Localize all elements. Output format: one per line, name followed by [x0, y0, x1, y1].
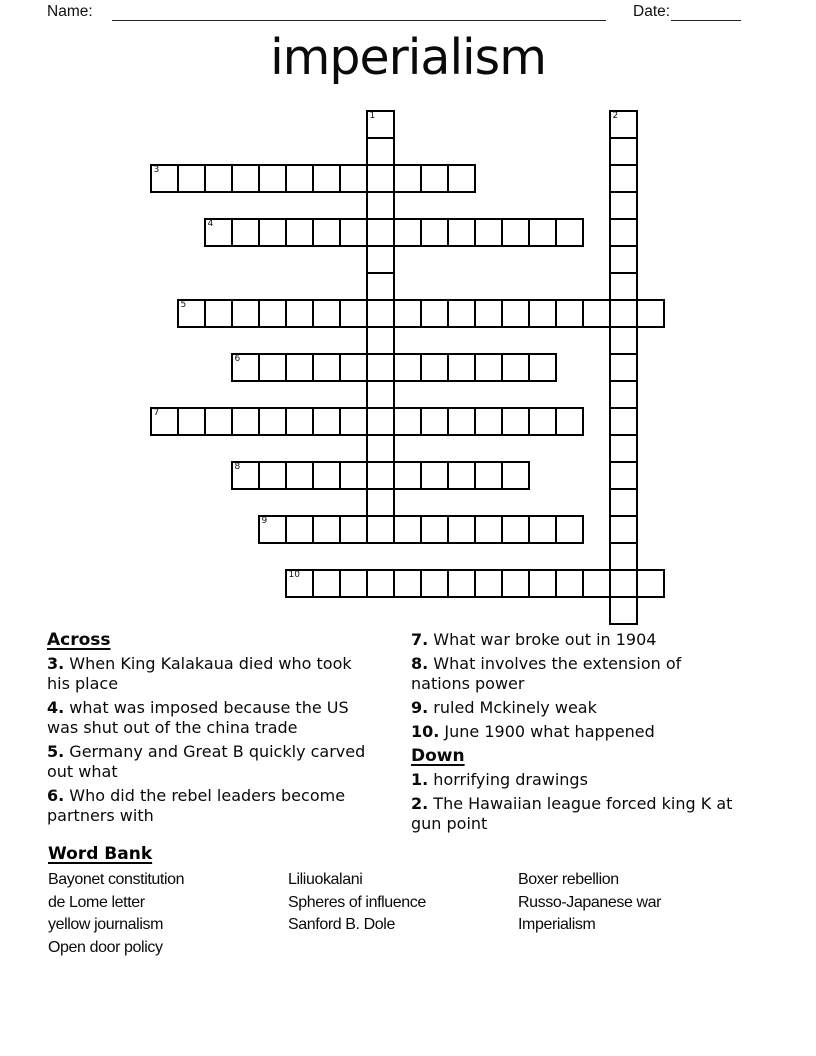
grid-cell[interactable]	[609, 218, 638, 247]
grid-cell[interactable]	[366, 218, 395, 247]
clue-text: ruled Mckinely weak	[428, 698, 597, 717]
grid-cell[interactable]	[447, 299, 476, 328]
grid-cell[interactable]	[609, 137, 638, 166]
grid-cell[interactable]	[258, 407, 287, 436]
word-bank-column-2	[288, 869, 518, 959]
grid-cell[interactable]	[204, 164, 233, 193]
word-bank-item: Spheres of influence	[288, 893, 426, 911]
grid-cell[interactable]	[609, 110, 638, 139]
grid-cell[interactable]	[528, 218, 557, 247]
grid-cell[interactable]	[528, 407, 557, 436]
grid-cell[interactable]	[474, 461, 503, 490]
grid-cell[interactable]	[528, 299, 557, 328]
grid-cell[interactable]	[366, 461, 395, 490]
grid-cell[interactable]	[447, 461, 476, 490]
word-bank-item: yellow journalism	[48, 916, 164, 934]
grid-cell[interactable]	[366, 380, 395, 409]
grid-cell[interactable]	[501, 407, 530, 436]
clue-text: horrifying drawings	[428, 770, 588, 789]
grid-cell[interactable]	[474, 299, 503, 328]
clue-across-10	[411, 722, 737, 742]
word-bank-item: Imperialism	[518, 916, 596, 934]
grid-cell[interactable]	[609, 461, 638, 490]
grid-cell[interactable]	[258, 299, 287, 328]
down-header: Down	[411, 746, 465, 766]
down-clues-group	[411, 770, 737, 834]
grid-cell[interactable]	[366, 137, 395, 166]
grid-cell[interactable]	[231, 461, 260, 490]
clue-number: 9.	[411, 698, 429, 717]
grid-cell[interactable]	[501, 461, 530, 490]
grid-cell[interactable]	[447, 515, 476, 544]
cell-number: 3	[153, 165, 160, 175]
grid-cell[interactable]	[447, 353, 476, 382]
cell-number: 10	[288, 570, 300, 580]
cell-number: 2	[612, 111, 619, 121]
grid-cell[interactable]	[231, 164, 260, 193]
clue-text: The Hawaiian league forced king K at gun point	[411, 794, 733, 833]
grid-cell[interactable]	[366, 434, 395, 463]
name-label: Name:	[47, 3, 93, 20]
grid-cell[interactable]	[420, 218, 449, 247]
grid-cell[interactable]	[258, 515, 287, 544]
grid-cell[interactable]	[366, 353, 395, 382]
word-bank-item: Russo-Japanese war	[518, 893, 662, 911]
grid-cell[interactable]	[582, 569, 611, 598]
grid-cell[interactable]	[339, 353, 368, 382]
date-label: Date:	[633, 3, 671, 20]
grid-cell[interactable]	[366, 272, 395, 301]
grid-cell[interactable]	[258, 164, 287, 193]
cell-number: 9	[261, 516, 268, 526]
word-bank-item: Sanford B. Dole	[288, 916, 395, 934]
grid-cell[interactable]	[339, 569, 368, 598]
grid-cell[interactable]	[285, 353, 314, 382]
grid-cell[interactable]	[312, 407, 341, 436]
clue-number: 3.	[47, 654, 65, 673]
grid-cell[interactable]	[150, 164, 179, 193]
grid-cell[interactable]	[204, 407, 233, 436]
grid-cell[interactable]	[555, 515, 584, 544]
grid-cell[interactable]	[420, 407, 449, 436]
grid-cell[interactable]	[609, 245, 638, 274]
grid-cell[interactable]	[420, 299, 449, 328]
grid-cell[interactable]	[312, 569, 341, 598]
word-bank	[48, 844, 661, 959]
grid-cell[interactable]	[528, 515, 557, 544]
word-bank-header: Word Bank	[48, 844, 153, 864]
clue-down-2	[411, 794, 737, 834]
grid-cell[interactable]	[636, 299, 665, 328]
grid-cell[interactable]	[285, 569, 314, 598]
clue-text: When King Kalakaua died who took his place	[47, 654, 352, 693]
grid-cell[interactable]	[474, 218, 503, 247]
grid-cell[interactable]	[339, 164, 368, 193]
grid-cell[interactable]	[474, 353, 503, 382]
grid-cell[interactable]	[609, 326, 638, 355]
grid-cell[interactable]	[285, 218, 314, 247]
grid-cell[interactable]	[447, 407, 476, 436]
grid-cell[interactable]	[609, 380, 638, 409]
grid-cell[interactable]	[231, 353, 260, 382]
grid-cell[interactable]	[528, 353, 557, 382]
grid-cell[interactable]	[312, 353, 341, 382]
grid-cell[interactable]	[231, 218, 260, 247]
grid-cell[interactable]	[258, 461, 287, 490]
cell-number: 7	[153, 408, 160, 418]
grid-cell[interactable]	[366, 299, 395, 328]
clue-number: 6.	[47, 786, 65, 805]
grid-cell[interactable]	[285, 407, 314, 436]
word-bank-item: Liliuokalani	[288, 871, 363, 888]
grid-cell[interactable]	[366, 191, 395, 220]
clue-number: 5.	[47, 742, 65, 761]
grid-cell[interactable]	[366, 110, 395, 139]
grid-cell[interactable]	[393, 515, 422, 544]
grid-cell[interactable]	[393, 218, 422, 247]
across-clues-group-1	[47, 654, 379, 826]
grid-cell[interactable]	[501, 353, 530, 382]
grid-cell[interactable]	[150, 407, 179, 436]
clue-across-5	[47, 742, 379, 782]
grid-cell[interactable]	[366, 515, 395, 544]
grid-cell[interactable]	[312, 218, 341, 247]
grid-cell[interactable]	[609, 434, 638, 463]
word-bank-item: Boxer rebellion	[518, 871, 619, 888]
grid-cell[interactable]	[420, 515, 449, 544]
grid-cell[interactable]	[393, 353, 422, 382]
grid-cell[interactable]	[366, 569, 395, 598]
clue-text: June 1900 what happened	[439, 722, 655, 741]
clue-across-4	[47, 698, 379, 738]
grid-cell[interactable]	[285, 164, 314, 193]
clue-text: what was imposed because the US was shut out of the china trade	[47, 698, 349, 737]
grid-cell[interactable]	[339, 461, 368, 490]
grid-cell[interactable]	[312, 164, 341, 193]
grid-cell[interactable]	[609, 515, 638, 544]
grid-cell[interactable]	[420, 164, 449, 193]
grid-cell[interactable]	[258, 218, 287, 247]
clue-across-6	[47, 786, 379, 826]
clue-across-9	[411, 698, 737, 718]
grid-cell[interactable]	[474, 515, 503, 544]
clue-text: What involves the extension of nations power	[411, 654, 682, 693]
grid-cell[interactable]	[312, 461, 341, 490]
grid-cell[interactable]	[609, 542, 638, 571]
grid-cell[interactable]	[177, 407, 206, 436]
cell-number: 5	[180, 300, 187, 310]
grid-cell[interactable]	[528, 569, 557, 598]
word-bank-item: Bayonet constitution	[48, 871, 185, 888]
word-bank-column-3	[518, 869, 661, 959]
grid-cell[interactable]	[609, 569, 638, 598]
grid-cell[interactable]	[555, 218, 584, 247]
grid-cell[interactable]	[393, 569, 422, 598]
grid-cell[interactable]	[609, 488, 638, 517]
grid-cell[interactable]	[231, 407, 260, 436]
word-bank-columns	[48, 869, 661, 959]
grid-cell[interactable]	[285, 461, 314, 490]
cell-number: 6	[234, 354, 241, 364]
across-header: Across	[47, 630, 111, 650]
clue-number: 10.	[411, 722, 440, 741]
clue-text: Who did the rebel leaders become partners with	[47, 786, 346, 825]
grid-cell[interactable]	[501, 218, 530, 247]
clue-text: Germany and Great B quickly carved out what	[47, 742, 366, 781]
grid-cell[interactable]	[258, 353, 287, 382]
grid-cell[interactable]	[420, 353, 449, 382]
grid-cell[interactable]	[393, 407, 422, 436]
grid-cell[interactable]	[393, 164, 422, 193]
grid-cell[interactable]	[609, 272, 638, 301]
grid-cell[interactable]	[177, 299, 206, 328]
clue-number: 8.	[411, 654, 429, 673]
clues-left-column	[47, 630, 379, 830]
grid-cell[interactable]	[447, 218, 476, 247]
cell-number: 1	[369, 111, 376, 121]
grid-cell[interactable]	[285, 299, 314, 328]
grid-cell[interactable]	[393, 299, 422, 328]
grid-cell[interactable]	[339, 407, 368, 436]
grid-cell[interactable]	[609, 299, 638, 328]
grid-cell[interactable]	[609, 407, 638, 436]
grid-cell[interactable]	[420, 461, 449, 490]
grid-cell[interactable]	[420, 569, 449, 598]
clue-number: 1.	[411, 770, 429, 789]
grid-cell[interactable]	[339, 299, 368, 328]
grid-cell[interactable]	[555, 299, 584, 328]
grid-cell[interactable]	[555, 569, 584, 598]
word-bank-item: Open door policy	[48, 938, 163, 956]
grid-cell[interactable]	[474, 569, 503, 598]
cell-number: 8	[234, 462, 241, 472]
clue-across-7	[411, 630, 737, 650]
clue-number: 4.	[47, 698, 65, 717]
clue-number: 2.	[411, 794, 429, 813]
grid-cell[interactable]	[339, 515, 368, 544]
grid-cell[interactable]	[609, 191, 638, 220]
grid-cell[interactable]	[366, 407, 395, 436]
word-bank-column-1	[48, 869, 288, 959]
clue-across-8	[411, 654, 737, 694]
clue-number: 7.	[411, 630, 429, 649]
grid-cell[interactable]	[339, 218, 368, 247]
grid-cell[interactable]	[447, 569, 476, 598]
clue-across-3	[47, 654, 379, 694]
grid-cell[interactable]	[609, 353, 638, 382]
grid-cell[interactable]	[582, 299, 611, 328]
grid-cell[interactable]	[231, 299, 260, 328]
grid-cell[interactable]	[501, 569, 530, 598]
grid-cell[interactable]	[501, 515, 530, 544]
grid-cell[interactable]	[366, 488, 395, 517]
grid-cell[interactable]	[555, 407, 584, 436]
grid-cell[interactable]	[204, 299, 233, 328]
grid-cell[interactable]	[501, 299, 530, 328]
grid-cell[interactable]	[447, 164, 476, 193]
grid-cell[interactable]	[366, 164, 395, 193]
grid-cell[interactable]	[366, 245, 395, 274]
cell-number: 4	[207, 219, 214, 229]
across-clues-group-2	[411, 630, 737, 742]
clue-down-1	[411, 770, 737, 790]
word-bank-item: de Lome letter	[48, 893, 145, 911]
grid-cell[interactable]	[636, 569, 665, 598]
clues-right-column	[411, 630, 737, 838]
grid-cell[interactable]	[285, 515, 314, 544]
grid-cell[interactable]	[366, 326, 395, 355]
grid-cell[interactable]	[474, 407, 503, 436]
grid-cell[interactable]	[393, 461, 422, 490]
puzzle-title: imperialism	[270, 29, 546, 86]
grid-cell[interactable]	[177, 164, 206, 193]
grid-cell[interactable]	[204, 218, 233, 247]
grid-cell[interactable]	[312, 299, 341, 328]
grid-cell[interactable]	[312, 515, 341, 544]
grid-cell[interactable]	[609, 164, 638, 193]
clue-text: What war broke out in 1904	[428, 630, 657, 649]
grid-cell[interactable]	[609, 596, 638, 625]
